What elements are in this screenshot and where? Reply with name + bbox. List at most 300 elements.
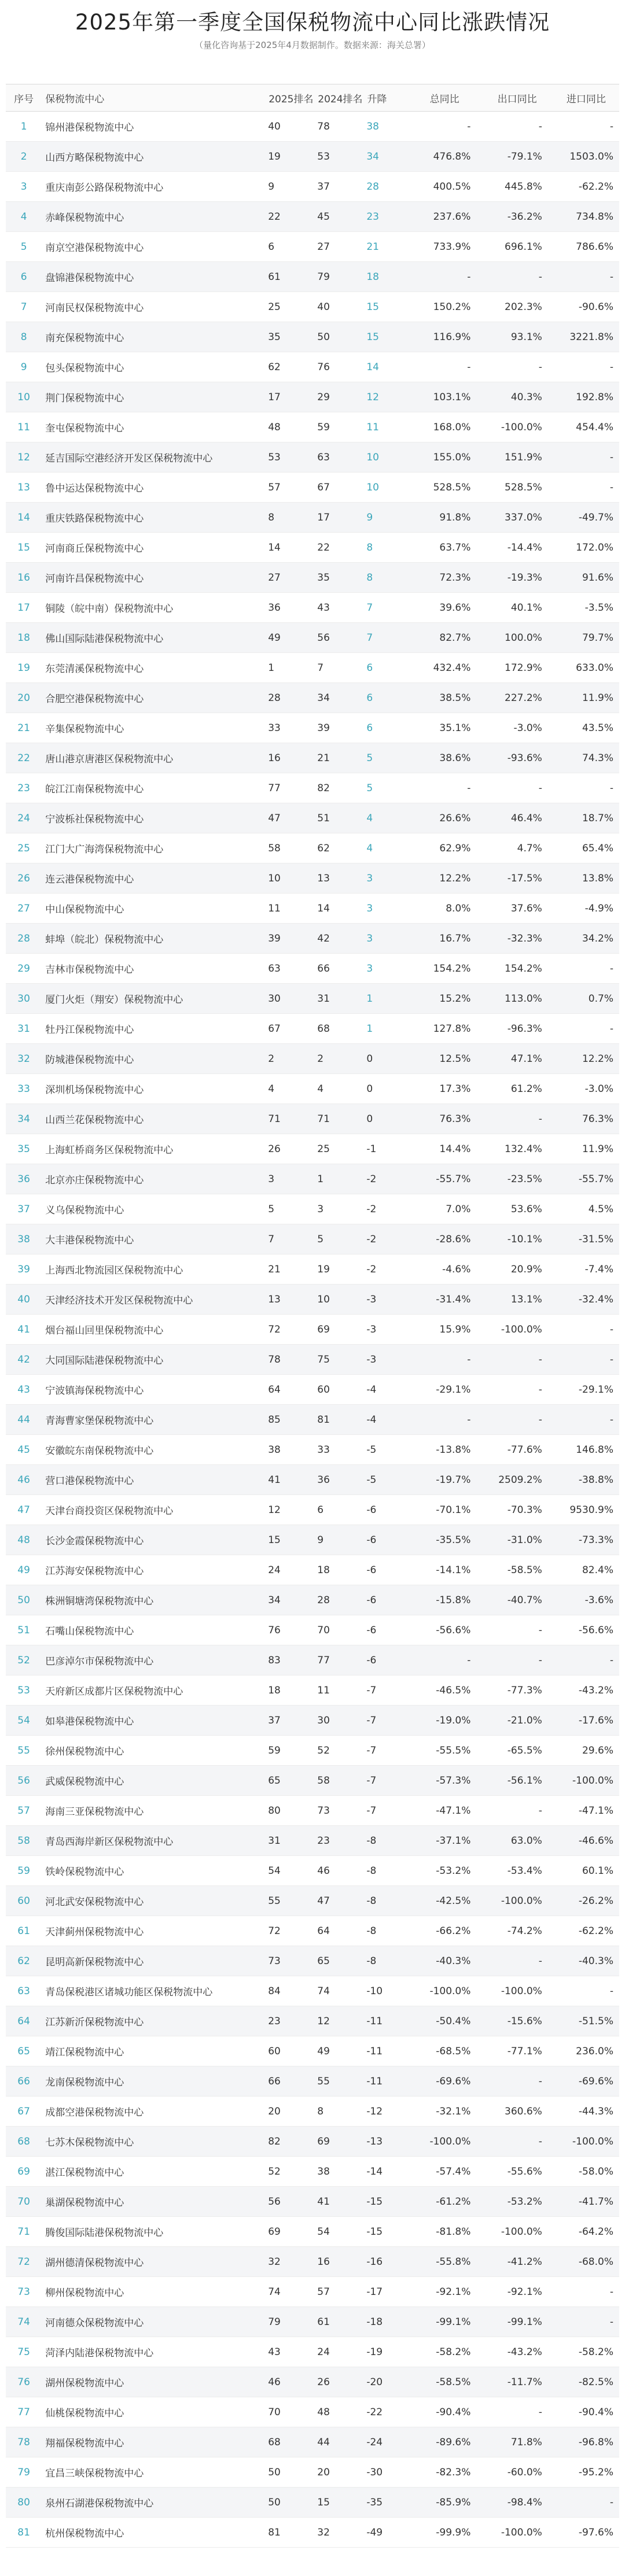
cell-rank: 81 xyxy=(6,2518,42,2548)
table-body xyxy=(6,112,619,2548)
cell-export-yoy: 445.8% xyxy=(481,172,552,202)
cell-rank: 15 xyxy=(6,533,42,563)
cell-total-yoy: 39.6% xyxy=(407,593,481,623)
cell-export-yoy: -11.7% xyxy=(481,2367,552,2397)
cell-rank-2025: 70 xyxy=(268,2397,317,2427)
table-row xyxy=(6,1916,619,1946)
cell-rank: 47 xyxy=(6,1495,42,1525)
cell-rank-2024: 71 xyxy=(317,1104,366,1134)
cell-total-yoy: 150.2% xyxy=(407,292,481,322)
cell-rank-2024: 49 xyxy=(317,2036,366,2066)
cell-rank: 33 xyxy=(6,1074,42,1104)
cell-rank-change: 0 xyxy=(366,1044,407,1074)
cell-rank-2025: 28 xyxy=(268,683,317,713)
table-row xyxy=(6,2036,619,2066)
cell-rank: 26 xyxy=(6,863,42,894)
cell-export-yoy: - xyxy=(481,1796,552,1826)
cell-rank-change: -6 xyxy=(366,1555,407,1585)
cell-import-yoy: -49.7% xyxy=(553,503,619,533)
cell-rank: 24 xyxy=(6,803,42,833)
cell-rank: 36 xyxy=(6,1164,42,1194)
cell-center-name: 河南德众保税物流中心 xyxy=(42,2307,268,2337)
cell-center-name: 天津经济技术开发区保税物流中心 xyxy=(42,1285,268,1315)
cell-rank-2024: 62 xyxy=(317,833,366,863)
cell-rank-2025: 48 xyxy=(268,412,317,442)
table-row xyxy=(6,1164,619,1194)
table-row xyxy=(6,1074,619,1104)
cell-total-yoy: - xyxy=(407,1405,481,1435)
cell-rank-2024: 21 xyxy=(317,743,366,773)
cell-rank: 73 xyxy=(6,2277,42,2307)
cell-export-yoy: 93.1% xyxy=(481,322,552,352)
cell-rank-2025: 6 xyxy=(268,232,317,262)
table-row xyxy=(6,2427,619,2457)
cell-rank-2025: 63 xyxy=(268,954,317,984)
header-rank-2025: 2025排名 xyxy=(268,84,317,112)
cell-center-name: 河南许昌保税物流中心 xyxy=(42,563,268,593)
cell-rank-2025: 1 xyxy=(268,653,317,683)
cell-rank-2024: 10 xyxy=(317,1285,366,1315)
cell-rank-2025: 55 xyxy=(268,1886,317,1916)
cell-export-yoy: - xyxy=(481,1946,552,1976)
cell-center-name: 山西兰花保税物流中心 xyxy=(42,1104,268,1134)
cell-rank-change: 3 xyxy=(366,954,407,984)
cell-import-yoy: 4.5% xyxy=(553,1194,619,1224)
cell-rank: 17 xyxy=(6,593,42,623)
cell-rank-change: 15 xyxy=(366,292,407,322)
cell-rank-2025: 53 xyxy=(268,442,317,473)
cell-import-yoy: 9530.9% xyxy=(553,1495,619,1525)
table-row xyxy=(6,2277,619,2307)
cell-rank: 4 xyxy=(6,202,42,232)
cell-rank-change: 21 xyxy=(366,232,407,262)
cell-center-name: 如皋港保税物流中心 xyxy=(42,1706,268,1736)
cell-export-yoy: -36.2% xyxy=(481,202,552,232)
cell-rank-change: -3 xyxy=(366,1285,407,1315)
cell-export-yoy: - xyxy=(481,2127,552,2157)
cell-rank-2024: 23 xyxy=(317,1826,366,1856)
cell-rank-2025: 61 xyxy=(268,262,317,292)
cell-export-yoy: -32.3% xyxy=(481,924,552,954)
cell-rank: 66 xyxy=(6,2066,42,2097)
cell-rank-change: 23 xyxy=(366,202,407,232)
cell-center-name: 大丰港保税物流中心 xyxy=(42,1224,268,1254)
cell-rank-change: 6 xyxy=(366,683,407,713)
cell-rank-2025: 30 xyxy=(268,984,317,1014)
cell-total-yoy: -68.5% xyxy=(407,2036,481,2066)
cell-export-yoy: - xyxy=(481,1375,552,1405)
cell-rank-2024: 25 xyxy=(317,1134,366,1164)
cell-import-yoy: -38.8% xyxy=(553,1465,619,1495)
table-row xyxy=(6,1585,619,1615)
table-row xyxy=(6,1315,619,1345)
cell-total-yoy: -14.1% xyxy=(407,1555,481,1585)
cell-rank-2025: 26 xyxy=(268,1134,317,1164)
cell-rank: 5 xyxy=(6,232,42,262)
cell-center-name: 靖江保税物流中心 xyxy=(42,2036,268,2066)
cell-rank-change: 28 xyxy=(366,172,407,202)
cell-rank-2025: 74 xyxy=(268,2277,317,2307)
table-row xyxy=(6,1555,619,1585)
cell-rank-2024: 39 xyxy=(317,713,366,743)
cell-rank-2024: 5 xyxy=(317,1224,366,1254)
cell-total-yoy: 35.1% xyxy=(407,713,481,743)
cell-total-yoy: -4.6% xyxy=(407,1254,481,1285)
cell-center-name: 天府新区成都片区保税物流中心 xyxy=(42,1675,268,1706)
cell-export-yoy: 47.1% xyxy=(481,1044,552,1074)
header-total-yoy: 总同比 xyxy=(407,84,481,112)
cell-rank-2025: 80 xyxy=(268,1796,317,1826)
cell-rank-2025: 25 xyxy=(268,292,317,322)
table-row xyxy=(6,1495,619,1525)
cell-rank-2025: 47 xyxy=(268,803,317,833)
cell-export-yoy: 337.0% xyxy=(481,503,552,533)
cell-total-yoy: - xyxy=(407,262,481,292)
cell-rank-2025: 49 xyxy=(268,623,317,653)
cell-rank-2025: 83 xyxy=(268,1645,317,1675)
cell-rank: 45 xyxy=(6,1435,42,1465)
cell-rank-2025: 41 xyxy=(268,1465,317,1495)
cell-rank-2024: 1 xyxy=(317,1164,366,1194)
cell-export-yoy: -15.6% xyxy=(481,2006,552,2036)
cell-rank-change: 5 xyxy=(366,743,407,773)
cell-import-yoy: -62.2% xyxy=(553,1916,619,1946)
table-row xyxy=(6,1706,619,1736)
cell-import-yoy: -32.4% xyxy=(553,1285,619,1315)
table-row xyxy=(6,1886,619,1916)
cell-rank-2024: 70 xyxy=(317,1615,366,1645)
cell-total-yoy: 12.2% xyxy=(407,863,481,894)
cell-rank-2024: 3 xyxy=(317,1194,366,1224)
cell-rank-2024: 82 xyxy=(317,773,366,803)
cell-total-yoy: -19.0% xyxy=(407,1706,481,1736)
table-row xyxy=(6,2518,619,2548)
cell-rank-2024: 56 xyxy=(317,623,366,653)
cell-center-name: 河南民权保税物流中心 xyxy=(42,292,268,322)
cell-total-yoy: 154.2% xyxy=(407,954,481,984)
cell-rank-change: 4 xyxy=(366,833,407,863)
cell-rank: 67 xyxy=(6,2097,42,2127)
cell-rank-2025: 67 xyxy=(268,1014,317,1044)
cell-center-name: 皖江江南保税物流中心 xyxy=(42,773,268,803)
cell-total-yoy: -50.4% xyxy=(407,2006,481,2036)
cell-center-name: 宁波栎社保税物流中心 xyxy=(42,803,268,833)
cell-center-name: 辛集保税物流中心 xyxy=(42,713,268,743)
cell-center-name: 深圳机场保税物流中心 xyxy=(42,1074,268,1104)
cell-total-yoy: 91.8% xyxy=(407,503,481,533)
cell-total-yoy: -61.2% xyxy=(407,2187,481,2217)
cell-import-yoy: -64.2% xyxy=(553,2217,619,2247)
cell-import-yoy: - xyxy=(553,1405,619,1435)
cell-rank-change: 10 xyxy=(366,473,407,503)
cell-rank-change: -7 xyxy=(366,1796,407,1826)
cell-export-yoy: -79.1% xyxy=(481,142,552,172)
cell-rank-2024: 19 xyxy=(317,1254,366,1285)
cell-total-yoy: 38.6% xyxy=(407,743,481,773)
table-row xyxy=(6,2097,619,2127)
cell-rank-2025: 19 xyxy=(268,142,317,172)
cell-export-yoy: - xyxy=(481,1645,552,1675)
cell-total-yoy: 237.6% xyxy=(407,202,481,232)
cell-export-yoy: 61.2% xyxy=(481,1074,552,1104)
cell-rank-2025: 10 xyxy=(268,863,317,894)
cell-rank-2025: 85 xyxy=(268,1405,317,1435)
table-row xyxy=(6,473,619,503)
cell-import-yoy: - xyxy=(553,1315,619,1345)
table-row xyxy=(6,803,619,833)
header-rank-2024: 2024排名 xyxy=(317,84,366,112)
cell-rank-2025: 36 xyxy=(268,593,317,623)
table-row xyxy=(6,2337,619,2367)
cell-rank-2025: 22 xyxy=(268,202,317,232)
cell-rank-2025: 14 xyxy=(268,533,317,563)
cell-center-name: 宁波镇海保税物流中心 xyxy=(42,1375,268,1405)
cell-total-yoy: -99.9% xyxy=(407,2518,481,2548)
cell-rank: 30 xyxy=(6,984,42,1014)
cell-rank-2025: 17 xyxy=(268,382,317,412)
cell-rank: 75 xyxy=(6,2337,42,2367)
cell-rank-2025: 39 xyxy=(268,924,317,954)
cell-center-name: 龙南保税物流中心 xyxy=(42,2066,268,2097)
cell-rank-2025: 52 xyxy=(268,2157,317,2187)
cell-import-yoy: -29.1% xyxy=(553,1375,619,1405)
cell-rank: 58 xyxy=(6,1826,42,1856)
table-row xyxy=(6,1826,619,1856)
cell-rank-change: 8 xyxy=(366,533,407,563)
cell-export-yoy: - xyxy=(481,352,552,382)
table-row xyxy=(6,1435,619,1465)
cell-total-yoy: -13.8% xyxy=(407,1435,481,1465)
cell-rank-2024: 81 xyxy=(317,1405,366,1435)
table-row xyxy=(6,172,619,202)
cell-rank: 61 xyxy=(6,1916,42,1946)
cell-export-yoy: - xyxy=(481,1345,552,1375)
table-row xyxy=(6,1645,619,1675)
cell-export-yoy: -3.0% xyxy=(481,713,552,743)
cell-rank-2025: 12 xyxy=(268,1495,317,1525)
table-row xyxy=(6,984,619,1014)
cell-rank-2024: 73 xyxy=(317,1796,366,1826)
cell-import-yoy: 91.6% xyxy=(553,563,619,593)
cell-rank: 41 xyxy=(6,1315,42,1345)
cell-rank-change: 0 xyxy=(366,1104,407,1134)
table-row xyxy=(6,1796,619,1826)
cell-total-yoy: 63.7% xyxy=(407,533,481,563)
cell-import-yoy: -7.4% xyxy=(553,1254,619,1285)
cell-export-yoy: 227.2% xyxy=(481,683,552,713)
cell-import-yoy: - xyxy=(553,2307,619,2337)
cell-rank: 38 xyxy=(6,1224,42,1254)
table-row xyxy=(6,1194,619,1224)
cell-center-name: 鲁中运达保税物流中心 xyxy=(42,473,268,503)
cell-export-yoy: -10.1% xyxy=(481,1224,552,1254)
cell-rank-2025: 32 xyxy=(268,2247,317,2277)
cell-export-yoy: -21.0% xyxy=(481,1706,552,1736)
cell-import-yoy: -56.6% xyxy=(553,1615,619,1645)
cell-export-yoy: - xyxy=(481,1104,552,1134)
cell-total-yoy: -85.9% xyxy=(407,2488,481,2518)
table-row xyxy=(6,262,619,292)
table-row xyxy=(6,1345,619,1375)
page-title: 2025年第一季度全国保税物流中心同比涨跌情况 xyxy=(75,10,550,35)
cell-export-yoy: -17.5% xyxy=(481,863,552,894)
cell-center-name: 翔福保税物流中心 xyxy=(42,2427,268,2457)
cell-import-yoy: -3.5% xyxy=(553,593,619,623)
cell-rank-2024: 69 xyxy=(317,1315,366,1345)
cell-import-yoy: 29.6% xyxy=(553,1736,619,1766)
cell-rank: 50 xyxy=(6,1585,42,1615)
cell-center-name: 北京亦庄保税物流中心 xyxy=(42,1164,268,1194)
cell-export-yoy: -100.0% xyxy=(481,1976,552,2006)
cell-rank-2024: 9 xyxy=(317,1525,366,1555)
cell-export-yoy: -100.0% xyxy=(481,1886,552,1916)
cell-import-yoy: -26.2% xyxy=(553,1886,619,1916)
cell-center-name: 唐山港京唐港区保税物流中心 xyxy=(42,743,268,773)
cell-total-yoy: -53.2% xyxy=(407,1856,481,1886)
cell-export-yoy: -41.2% xyxy=(481,2247,552,2277)
cell-rank: 18 xyxy=(6,623,42,653)
table-row xyxy=(6,1766,619,1796)
cell-import-yoy: 60.1% xyxy=(553,1856,619,1886)
cell-export-yoy: -74.2% xyxy=(481,1916,552,1946)
cell-rank-2025: 46 xyxy=(268,2367,317,2397)
cell-rank-change: 18 xyxy=(366,262,407,292)
cell-rank-2024: 18 xyxy=(317,1555,366,1585)
table-row xyxy=(6,2307,619,2337)
cell-total-yoy: 76.3% xyxy=(407,1104,481,1134)
cell-rank-2025: 9 xyxy=(268,172,317,202)
cell-rank-2024: 6 xyxy=(317,1495,366,1525)
cell-import-yoy: - xyxy=(553,352,619,382)
cell-rank: 62 xyxy=(6,1946,42,1976)
cell-center-name: 巢湖保税物流中心 xyxy=(42,2187,268,2217)
table-row xyxy=(6,1615,619,1645)
cell-rank: 54 xyxy=(6,1706,42,1736)
cell-rank-change: -3 xyxy=(366,1345,407,1375)
cell-rank: 1 xyxy=(6,112,42,142)
cell-rank-2025: 84 xyxy=(268,1976,317,2006)
cell-rank: 6 xyxy=(6,262,42,292)
cell-total-yoy: -57.3% xyxy=(407,1766,481,1796)
cell-center-name: 牡丹江保税物流中心 xyxy=(42,1014,268,1044)
cell-rank-change: -4 xyxy=(366,1375,407,1405)
cell-center-name: 荆门保税物流中心 xyxy=(42,382,268,412)
cell-rank-change: 3 xyxy=(366,894,407,924)
table-row xyxy=(6,1134,619,1164)
cell-center-name: 湖州保税物流中心 xyxy=(42,2367,268,2397)
cell-export-yoy: -77.6% xyxy=(481,1435,552,1465)
cell-import-yoy: 146.8% xyxy=(553,1435,619,1465)
cell-center-name: 东莞清溪保税物流中心 xyxy=(42,653,268,683)
cell-total-yoy: 400.5% xyxy=(407,172,481,202)
cell-total-yoy: -66.2% xyxy=(407,1916,481,1946)
cell-total-yoy: 62.9% xyxy=(407,833,481,863)
cell-total-yoy: -32.1% xyxy=(407,2097,481,2127)
cell-total-yoy: -31.4% xyxy=(407,1285,481,1315)
cell-rank-change: -18 xyxy=(366,2307,407,2337)
cell-rank-2025: 31 xyxy=(268,1826,317,1856)
cell-export-yoy: 20.9% xyxy=(481,1254,552,1285)
cell-import-yoy: 236.0% xyxy=(553,2036,619,2066)
cell-import-yoy: 172.0% xyxy=(553,533,619,563)
cell-rank: 51 xyxy=(6,1615,42,1645)
cell-rank: 46 xyxy=(6,1465,42,1495)
cell-rank-change: -6 xyxy=(366,1645,407,1675)
cell-export-yoy: -99.1% xyxy=(481,2307,552,2337)
cell-rank-change: 1 xyxy=(366,984,407,1014)
cell-rank: 65 xyxy=(6,2036,42,2066)
table-row xyxy=(6,773,619,803)
cell-import-yoy: 11.9% xyxy=(553,1134,619,1164)
cell-import-yoy: -97.6% xyxy=(553,2518,619,2548)
table-row xyxy=(6,2127,619,2157)
cell-import-yoy: -55.7% xyxy=(553,1164,619,1194)
cell-rank-change: 15 xyxy=(366,322,407,352)
cell-rank: 69 xyxy=(6,2157,42,2187)
cell-center-name: 宜昌三峡保税物流中心 xyxy=(42,2457,268,2488)
cell-rank: 55 xyxy=(6,1736,42,1766)
cell-import-yoy: 3221.8% xyxy=(553,322,619,352)
cell-rank-2024: 8 xyxy=(317,2097,366,2127)
cell-import-yoy: -96.8% xyxy=(553,2427,619,2457)
cell-center-name: 巴彦淖尔市保税物流中心 xyxy=(42,1645,268,1675)
table-row xyxy=(6,1224,619,1254)
cell-rank-2025: 54 xyxy=(268,1856,317,1886)
cell-rank-2024: 77 xyxy=(317,1645,366,1675)
table-row xyxy=(6,2247,619,2277)
cell-rank-2025: 59 xyxy=(268,1736,317,1766)
cell-rank-2025: 35 xyxy=(268,322,317,352)
cell-rank: 49 xyxy=(6,1555,42,1585)
cell-import-yoy: 13.8% xyxy=(553,863,619,894)
cell-import-yoy: - xyxy=(553,1976,619,2006)
cell-import-yoy: -17.6% xyxy=(553,1706,619,1736)
cell-center-name: 青海曹家堡保税物流中心 xyxy=(42,1405,268,1435)
cell-import-yoy: - xyxy=(553,442,619,473)
cell-rank-change: -30 xyxy=(366,2457,407,2488)
cell-rank-2024: 43 xyxy=(317,593,366,623)
cell-export-yoy: 151.9% xyxy=(481,442,552,473)
cell-center-name: 徐州保税物流中心 xyxy=(42,1736,268,1766)
cell-import-yoy: -43.2% xyxy=(553,1675,619,1706)
cell-rank-2024: 64 xyxy=(317,1916,366,1946)
cell-total-yoy: 155.0% xyxy=(407,442,481,473)
cell-rank-2024: 76 xyxy=(317,352,366,382)
cell-rank-2024: 78 xyxy=(317,112,366,142)
cell-rank-change: 11 xyxy=(366,412,407,442)
cell-export-yoy: -14.4% xyxy=(481,533,552,563)
cell-center-name: 延吉国际空港经济开发区保税物流中心 xyxy=(42,442,268,473)
cell-rank-change: 9 xyxy=(366,503,407,533)
cell-center-name: 柳州保税物流中心 xyxy=(42,2277,268,2307)
cell-export-yoy: -92.1% xyxy=(481,2277,552,2307)
cell-rank-change: -6 xyxy=(366,1615,407,1645)
table-row xyxy=(6,112,619,142)
cell-export-yoy: 113.0% xyxy=(481,984,552,1014)
cell-rank: 79 xyxy=(6,2457,42,2488)
table-row xyxy=(6,2488,619,2518)
cell-rank-change: 12 xyxy=(366,382,407,412)
cell-export-yoy: 528.5% xyxy=(481,473,552,503)
cell-center-name: 江门大广海湾保税物流中心 xyxy=(42,833,268,863)
table-row xyxy=(6,1254,619,1285)
cell-total-yoy: -46.5% xyxy=(407,1675,481,1706)
cell-center-name: 防城港保税物流中心 xyxy=(42,1044,268,1074)
cell-rank-2025: 64 xyxy=(268,1375,317,1405)
cell-rank: 48 xyxy=(6,1525,42,1555)
table-row xyxy=(6,232,619,262)
cell-rank: 27 xyxy=(6,894,42,924)
